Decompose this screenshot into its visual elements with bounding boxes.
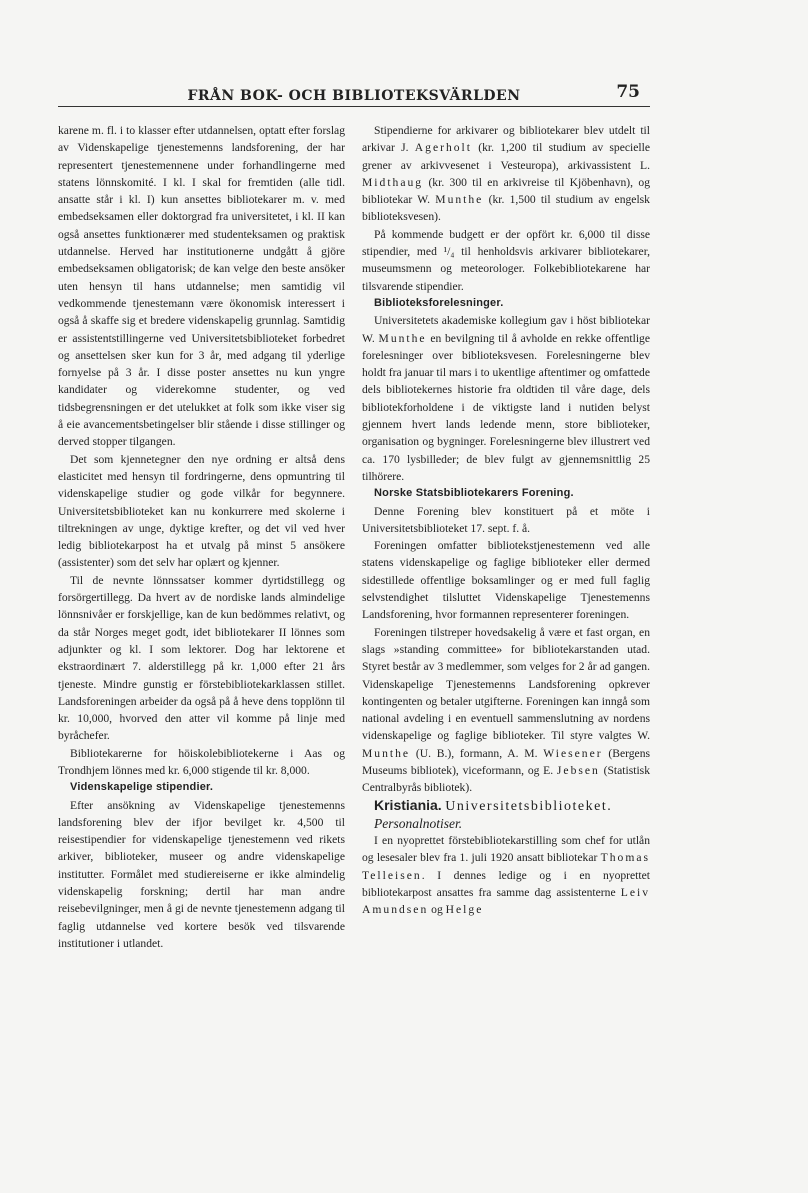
city-heading bbox=[362, 797, 650, 815]
section-heading-forelesninger: Biblioteksforelesninger. bbox=[374, 296, 504, 309]
person-name: Wiesener bbox=[543, 746, 603, 760]
person-name: Munthe bbox=[378, 331, 427, 345]
paragraph: Det som kjennetegner den nye ordning er altså dens elasticitet med hensyn til fordringerne, dens opmuntring til videnskapelige studier og gode vilkår for begynnere. Universitetsbiblioteket kan nu konkurrere med skolerne i tiltrekningen av unge, dyktige krefter, og det vil ved hver ledig bibliotekarpost ha et utvalg på minst 5 ansökere (assistenter) som det selv har oplært og kjenner. bbox=[58, 452, 345, 570]
paragraph: Til de nevnte lönnssatser kommer dyrtidstillegg og forsörgertillegg. Da hvert av de nordiske lands almindelige lönnsnivåer er forskjellige, kan de kun bedömmes relativt, og da står Norges meget godt, idet bibliotekarer II lönnes som adjunkter og kl. I som lektorer. Dog har lektorene et ekstraordinært 7. alderstillegg på kr. 1,000 efter 21 års tjeneste. Mindre gunstig er förstebibliotekarklassen stillet. Landsforeningen arbeider da også på å heve dens topplönn til kr. 10,000, hvorved den atter vil komme på linje med byråchefer. bbox=[58, 573, 345, 743]
paragraph: På kommende budgett er der opfört kr. 6,000 til disse stipendier, med ¹/₄ til henholdsvis arkivarer bibliotekarer, museumsmenn og meteorologer. Folkebibliotekarene har tilsvarende stipendier. bbox=[362, 227, 650, 293]
paragraph-text: (U. B.), formann, A. M. bbox=[415, 746, 538, 760]
institution-name: Universitetsbiblioteket. bbox=[445, 798, 613, 814]
person-name: Jebsen bbox=[556, 763, 600, 777]
paragraph-text: (kr. 1,200 til studium av specielle grener av arkivvesenet i Vesteuropa), arkivassistent L. bbox=[362, 141, 650, 172]
right-column bbox=[362, 122, 650, 919]
paragraph-text: (Statistisk Centralbyrås bibliotek). bbox=[362, 763, 650, 795]
paragraph-text: . I dennes ledige og i en nyoprettet bibliotekarpost ansattes fra samme dag assistenterne bbox=[362, 868, 650, 900]
paragraph: karene m. fl. i to klasser efter utdannelsen, optatt efter forslag av Videnskapelige tjenestemenns landsforening, der har representert tjenestemennene under forhandlingerne med statens lönnskomité. I kl. I skal for fremtiden (alle tidl. ansatte står i kl. I) kun ansettes bibliotekarer m. v. med embedseksamen eller doktorgrad fra universitetet, i kl. II kan også ansettes funktionærer med studenteksamen og praktisk utdannelse. Herved har institutionerne undgått å gjöre embedseksamen obligatorisk; de kan velge den beste ansöker uten hensyn til hans utdannelse; men samtidig vil vedkommende tjenestemann være ökonomisk interessert i også å skaffe sig et bredere videnskapelig grunnlag. Samtidig er assistentstillingerne ved Universitetsbiblioteket forbedret og ansettelsen sker kun for 3 år, med adgang til yderlige fornyelse på 3 år. I disse poster ansettes nu kun yngre kandidater og viderekomne studenter, og ved tidsbegrensningen er det utelukket at folk som ikke viser sig å eie avancementsbetingelser blir stående i disse stillinger og derved stopper tilgangen. bbox=[58, 124, 345, 449]
paragraph-text: Stipendierne for arkivarer og bibliotekarer blev utdelt til arkivar J. bbox=[362, 124, 650, 155]
paragraph bbox=[362, 832, 650, 918]
left-column bbox=[58, 122, 345, 952]
person-name: Agerholt bbox=[414, 141, 472, 155]
person-name: Helge bbox=[445, 903, 484, 917]
paragraph-text: en bevilgning til å avholde en rekke offentlige forelesninger over biblioteksvesen. Forelesningerne blev holdt fra januar til mars i to ukentlige aftentimer og omfattede dels bibliotekernes historie fra oldtiden til våre dage, dels bibliotekforholdene i de viktigste land i nutiden belyst gjennem hvert lands ledende menn, store biblioteker, organisation og bygninger. Forelesningerne blev illustrert ved ca. 170 lysbilleder; de blev fulgt av gjennemsnittlig 25 tilhörere. bbox=[362, 331, 650, 483]
page-number: 75 bbox=[616, 82, 640, 102]
paragraph bbox=[362, 312, 650, 485]
page-header bbox=[58, 84, 650, 107]
paragraph-text: Universitetets akademiske kollegium gav i höst bibliotekar W. bbox=[362, 314, 650, 345]
paragraph-text: (Bergens Museums bibliotek), viceformann, og E. bbox=[362, 746, 651, 777]
paragraph-text: og bbox=[431, 903, 443, 917]
person-name: Munthe bbox=[362, 746, 411, 760]
paragraph-text: (kr. 300 til en arkivreise til Kjöbenhavn), og bibliotekar W. bbox=[362, 175, 650, 207]
city-name: Kristiania. bbox=[374, 796, 442, 813]
paragraph: Denne Forening blev konstituert på et möte i Universitetsbiblioteket 17. sept. f. å. bbox=[362, 504, 650, 535]
paragraph-text: I en nyoprettet förstebibliotekarstilling som chef for utlån og lesesaler blev fra 1. juli 1920 ansatt bibliotekar bbox=[362, 834, 650, 865]
person-name: Munthe bbox=[435, 193, 484, 207]
person-name: Leiv Amundsen bbox=[362, 886, 650, 917]
paragraph: Efter ansökning av Videnskapelige tjenestemenns landsforening blev der ifjor bevilget kr. 4,500 til reisestipendier for videnskapelige tjenestemenn ved rikets arkiver, biblioteker, museer og andre videnskapelige institutter. Formålet med studiereiserne er ikke almindelig videnskapelig forskning; dertil har man andre reisebevilgninger, men å gi de nevnte tjenestemenn adgang til faglig utdannelse ved kortere besök ved tilsvarende institutioner i utlandet. bbox=[58, 798, 345, 950]
paragraph-text: Foreningen tilstreper hovedsakelig å være et fast organ, en slags »standing committee» for bibliotekarstanden utad. Styret består av 3 medlemmer, som velges for 2 år ad gangen. Videnskapelige Tjenestemenns Landsforening opkrever kontingenten og betaler utgifterne. Foreningen kan inngå som national avdeling i en eventuell sammenslutning av nordens videnskapelige og faglige biblioteker. Til styre valgtes W. bbox=[362, 625, 650, 743]
paragraph: Foreningen omfatter bibliotekstjenestemenn ved alle statens videnskapelige og faglige biblioteker eller dermed sidestillede offentlige boksamlinger og er med full faglig selvstendighet tilsluttet Videnskapelige Tjenestemenns Landsforening, hvor formannen representerer foreningen. bbox=[362, 539, 650, 622]
paragraph bbox=[362, 122, 650, 226]
person-name: Thomas Telleisen bbox=[362, 851, 650, 882]
paragraph: Bibliotekarerne for höiskolebibliotekerne i Aas og Trondhjem lönnes med kr. 6,000 stigende til kr. 8,000. bbox=[58, 746, 345, 777]
subheading-personalnotiser: Personalnotiser. bbox=[374, 815, 463, 831]
section-heading-stipendier: Videnskapelige stipendier. bbox=[70, 781, 214, 794]
paragraph-text: (kr. 1,500 til studium av engelsk biblioteksvesen). bbox=[362, 193, 650, 224]
person-name: Midthaug bbox=[362, 175, 424, 189]
section-heading-forening: Norske Statsbibliotekarers Forening. bbox=[374, 487, 574, 500]
running-head: FRÅN BOK- OCH BIBLIOTEKSVÄRLDEN bbox=[187, 88, 521, 104]
paragraph bbox=[362, 624, 650, 797]
